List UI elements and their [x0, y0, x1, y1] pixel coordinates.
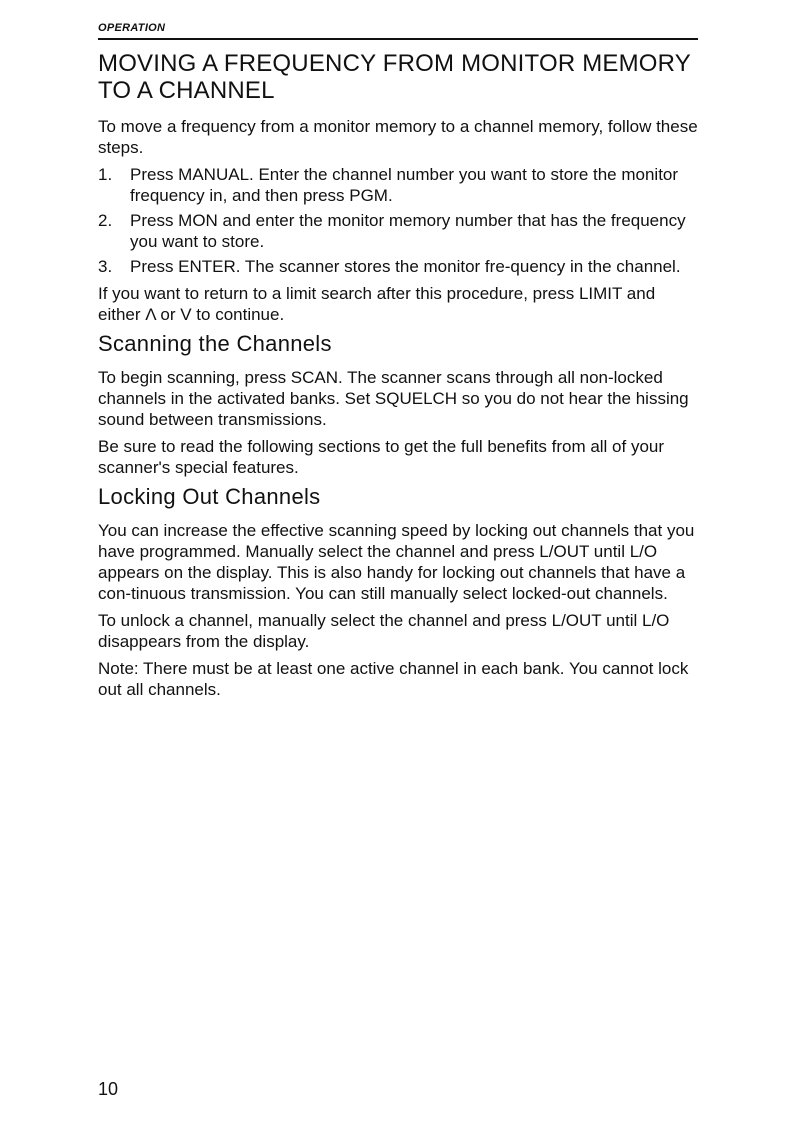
locking-heading: Locking Out Channels — [98, 484, 321, 509]
page-number: 10 — [98, 1079, 119, 1099]
step-text: Press MON and enter the monitor memory number that has the frequency you want to store. — [130, 211, 686, 251]
step-number: 1. — [98, 165, 113, 184]
step-text: Press MANUAL. Enter the channel number you want to store the monitor frequency in, and then press PGM. — [130, 165, 679, 205]
running-header: OPERATION — [98, 22, 166, 34]
locking-paragraph-1: You can increase the effective scanning speed by locking out channels that you have programmed. Manually select the channel and press L/OUT until L/O appears on the display. This is also handy for locking out channels that have a con-tinuous transmission. You can still manually select locked-out channels. — [98, 521, 695, 603]
page-title: MOVING A FREQUENCY FROM MONITOR MEMORY TO A CHANNEL — [98, 50, 691, 104]
manual-page — [98, 22, 698, 706]
note-paragraph: Note: There must be at least one active channel in each bank. You cannot lock out all channels. — [98, 659, 689, 699]
step-item — [98, 210, 698, 252]
step-item — [98, 256, 698, 277]
header-rule — [98, 38, 698, 40]
intro-paragraph: To move a frequency from a monitor memory to a channel memory, follow these steps. — [98, 117, 698, 157]
locking-paragraph-2: To unlock a channel, manually select the channel and press L/OUT until L/O disappears from the display. — [98, 611, 670, 651]
step-number: 3. — [98, 257, 113, 276]
step-item — [98, 164, 698, 206]
scanning-paragraph-1: To begin scanning, press SCAN. The scanner scans through all non-locked channels in the activated banks. Set SQUELCH so you do not hear the hissing sound between transmissions. — [98, 368, 689, 429]
scanning-paragraph-2: Be sure to read the following sections to get the full benefits from all of your scanner's special features. — [98, 437, 665, 477]
steps-list — [98, 164, 698, 277]
scanning-heading: Scanning the Channels — [98, 331, 332, 356]
step-number: 2. — [98, 211, 113, 230]
step-text: Press ENTER. The scanner stores the monitor fre-quency in the channel. — [130, 257, 681, 276]
limit-search-paragraph: If you want to return to a limit search after this procedure, press LIMIT and either Λ or V to continue. — [98, 284, 656, 324]
